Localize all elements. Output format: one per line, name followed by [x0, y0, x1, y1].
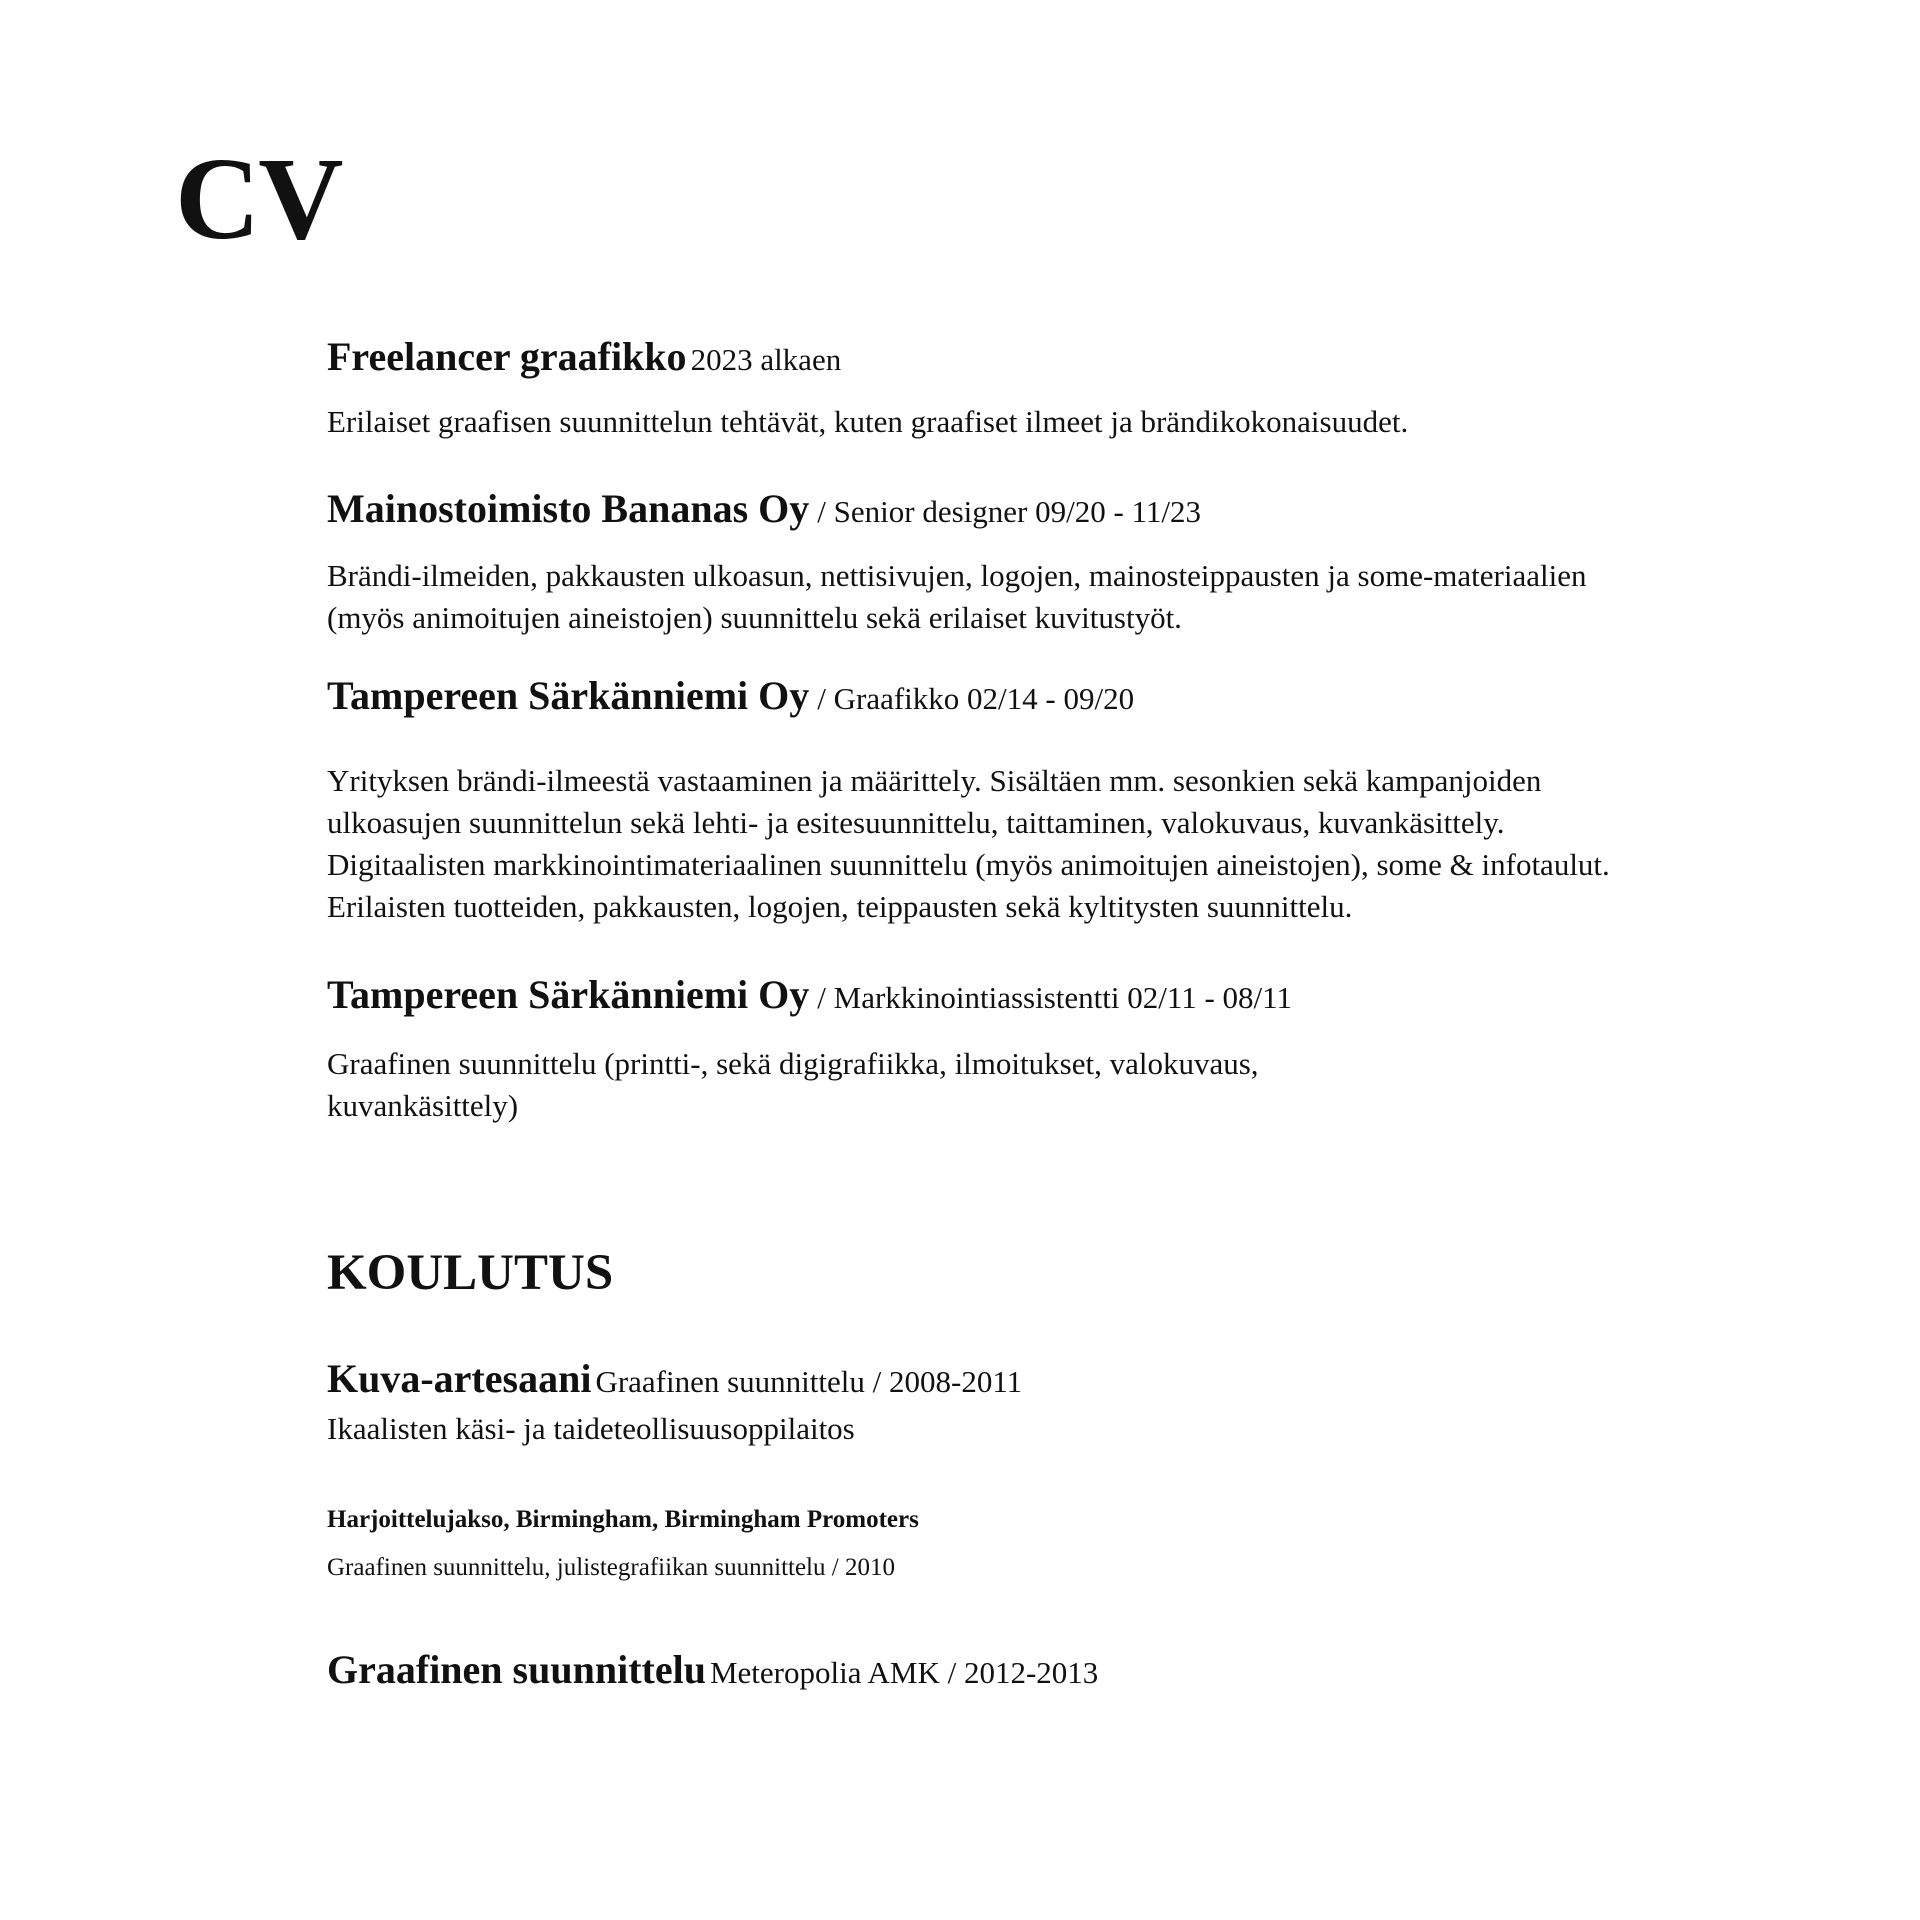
job-meta: / Graafikko 02/14 - 09/20 [817, 681, 1135, 716]
education-heading: KOULUTUS [327, 1245, 614, 1301]
job-heading [327, 672, 1627, 720]
internship-description: Graafinen suunnittelu, julistegrafiikan suunnittelu / 2010 [327, 1554, 895, 1582]
job-title: Freelancer graafikko [327, 334, 687, 379]
job-entry-bananas [327, 485, 1627, 639]
job-meta: 2023 alkaen [690, 342, 842, 377]
job-entry-sarkanniemi-graafikko [327, 672, 1627, 928]
education-title: Graafinen suunnittelu [327, 1647, 706, 1693]
education-meta: Graafinen suunnittelu / 2008-2011 [595, 1364, 1023, 1400]
job-heading [327, 971, 1627, 1019]
job-entry-sarkanniemi-assistentti [327, 971, 1627, 1127]
job-entry-freelancer [327, 333, 1627, 443]
education-heading-line [327, 1355, 1627, 1403]
job-title: Tampereen Särkänniemi Oy [327, 673, 810, 718]
job-description: Erilaiset graafisen suunnittelun tehtävät, kuten graafiset ilmeet ja brändikokonaisuudet. [327, 404, 1409, 439]
internship-title: Harjoittelujakso, Birmingham, Birmingham Promoters [327, 1506, 919, 1534]
job-meta: / Markkinointiassistentti 02/11 - 08/11 [817, 980, 1292, 1015]
job-heading [327, 485, 1627, 533]
page-title: CV [175, 133, 342, 264]
education-heading-line [327, 1646, 1627, 1694]
education-meta: Meteropolia AMK / 2012-2013 [709, 1655, 1099, 1691]
job-description: Yrityksen brändi-ilmeestä vastaaminen ja määrittely. Sisältäen mm. sesonkien sekä kampanjoiden ulkoasujen suunnittelun sekä lehti- ja esitesuunnittelu, taittaminen, valokuvaus, kuvankäsittely. Digitaalisten markkinointimateriaalinen suunnittelu (myös animoitujen aineistojen), some & infotaulut. Erilaisten tuotteiden, pakkausten, logojen, teippausten sekä kyltitysten suunnittelu. [327, 763, 1610, 924]
education-title: Kuva-artesaani [327, 1356, 592, 1402]
job-title: Mainostoimisto Bananas Oy [327, 486, 810, 531]
education-entry-internship [327, 1503, 1627, 1585]
education-entry-amk [327, 1646, 1627, 1694]
education-school: Ikaalisten käsi- ja taideteollisuusoppilaitos [327, 1411, 855, 1447]
education-entry-kuva-artesaani [327, 1355, 1627, 1449]
job-title: Tampereen Särkänniemi Oy [327, 972, 810, 1017]
job-meta: / Senior designer 09/20 - 11/23 [817, 494, 1202, 529]
job-heading [327, 333, 1627, 381]
cv-content [327, 333, 1627, 1694]
job-description: Graafinen suunnittelu (printti-, sekä digigrafiikka, ilmoitukset, valokuvaus, kuvankäsittely) [327, 1046, 1259, 1123]
job-description: Brändi-ilmeiden, pakkausten ulkoasun, nettisivujen, logojen, mainosteippausten ja some-materiaalien (myös animoitujen aineistojen) suunnittelu sekä erilaiset kuvitustyöt. [327, 558, 1587, 635]
